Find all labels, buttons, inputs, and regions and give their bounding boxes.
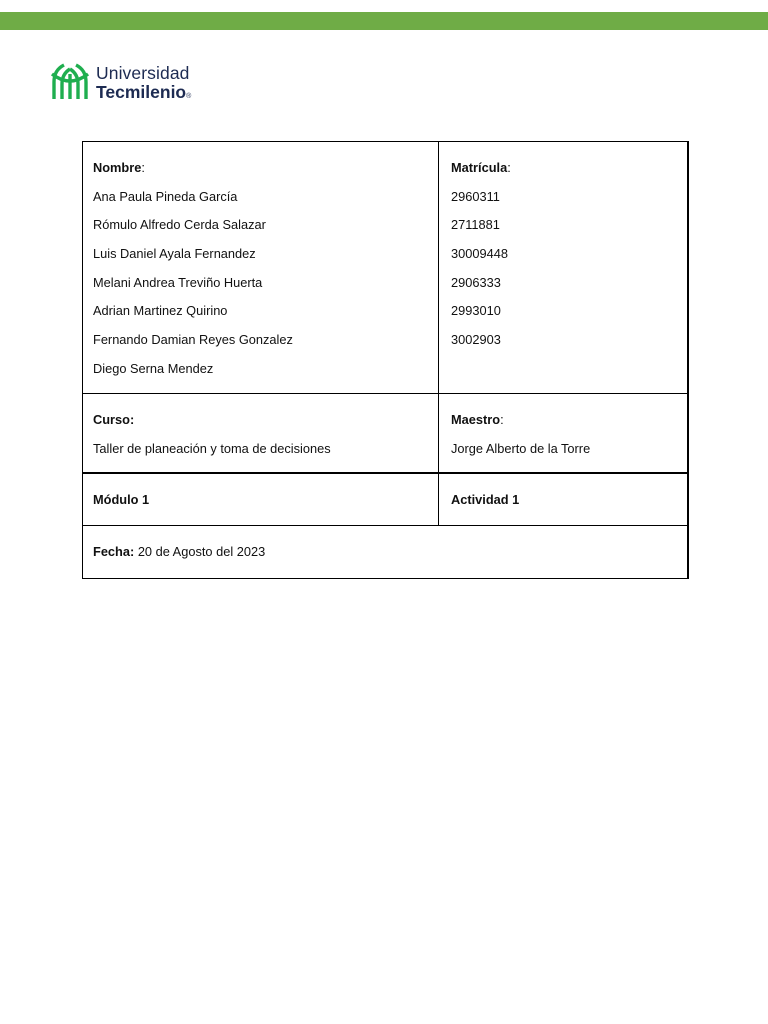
logo-registered-mark: ® bbox=[186, 92, 192, 100]
info-table bbox=[82, 141, 689, 579]
date-cell bbox=[83, 526, 687, 578]
ids-label: Matrícula bbox=[451, 160, 508, 175]
date-label: Fecha: bbox=[93, 544, 135, 559]
activity-cell bbox=[439, 474, 687, 525]
student-name: Ana Paula Pineda García bbox=[93, 188, 238, 204]
course-cell bbox=[83, 394, 439, 472]
logo-tecmilenio-text: Tecmilenio bbox=[96, 81, 187, 102]
top-header-bar bbox=[0, 12, 768, 30]
student-name: Rómulo Alfredo Cerda Salazar bbox=[93, 217, 266, 233]
ids-heading: Matrícula: bbox=[451, 160, 511, 175]
names-cell bbox=[83, 142, 439, 393]
student-id: 3002903 bbox=[451, 332, 501, 348]
date-value: 20 de Agosto del 2023 bbox=[137, 544, 266, 559]
ids-cell bbox=[439, 142, 687, 393]
activity-label: Actividad 1 bbox=[451, 492, 520, 507]
teacher-heading: Maestro: bbox=[451, 412, 504, 427]
student-id: 2993010 bbox=[451, 303, 501, 319]
logo-line-tecmilenio bbox=[96, 81, 192, 102]
teacher-cell bbox=[439, 394, 687, 472]
student-id: 30009448 bbox=[451, 246, 508, 262]
university-logo bbox=[50, 62, 191, 101]
date-row bbox=[83, 526, 687, 578]
names-row bbox=[83, 142, 687, 394]
student-name: Luis Daniel Ayala Fernandez bbox=[93, 246, 256, 262]
student-id: 2711881 bbox=[451, 217, 500, 233]
module-row bbox=[83, 474, 687, 526]
student-name: Fernando Damian Reyes Gonzalez bbox=[93, 332, 293, 348]
student-name: Adrian Martinez Quirino bbox=[93, 303, 228, 319]
course-row bbox=[83, 394, 687, 474]
module-label: Módulo 1 bbox=[93, 492, 150, 507]
student-name: Diego Serna Mendez bbox=[93, 360, 214, 376]
names-label: Nombre bbox=[93, 160, 142, 175]
logo-wordmark bbox=[96, 65, 191, 101]
course-value: Taller de planeación y toma de decisiones bbox=[93, 440, 331, 456]
teacher-label: Maestro bbox=[451, 412, 501, 427]
student-id: 2906333 bbox=[451, 274, 501, 290]
module-cell bbox=[83, 474, 439, 525]
student-id: 2960311 bbox=[451, 188, 500, 204]
logo-line-universidad: Universidad bbox=[96, 63, 190, 83]
tecmilenio-emblem-icon bbox=[50, 62, 90, 100]
course-label: Curso: bbox=[93, 412, 135, 427]
names-heading: Nombre: bbox=[93, 160, 145, 175]
teacher-value: Jorge Alberto de la Torre bbox=[451, 440, 591, 456]
student-name: Melani Andrea Treviño Huerta bbox=[93, 274, 263, 290]
date-line bbox=[93, 544, 677, 573]
